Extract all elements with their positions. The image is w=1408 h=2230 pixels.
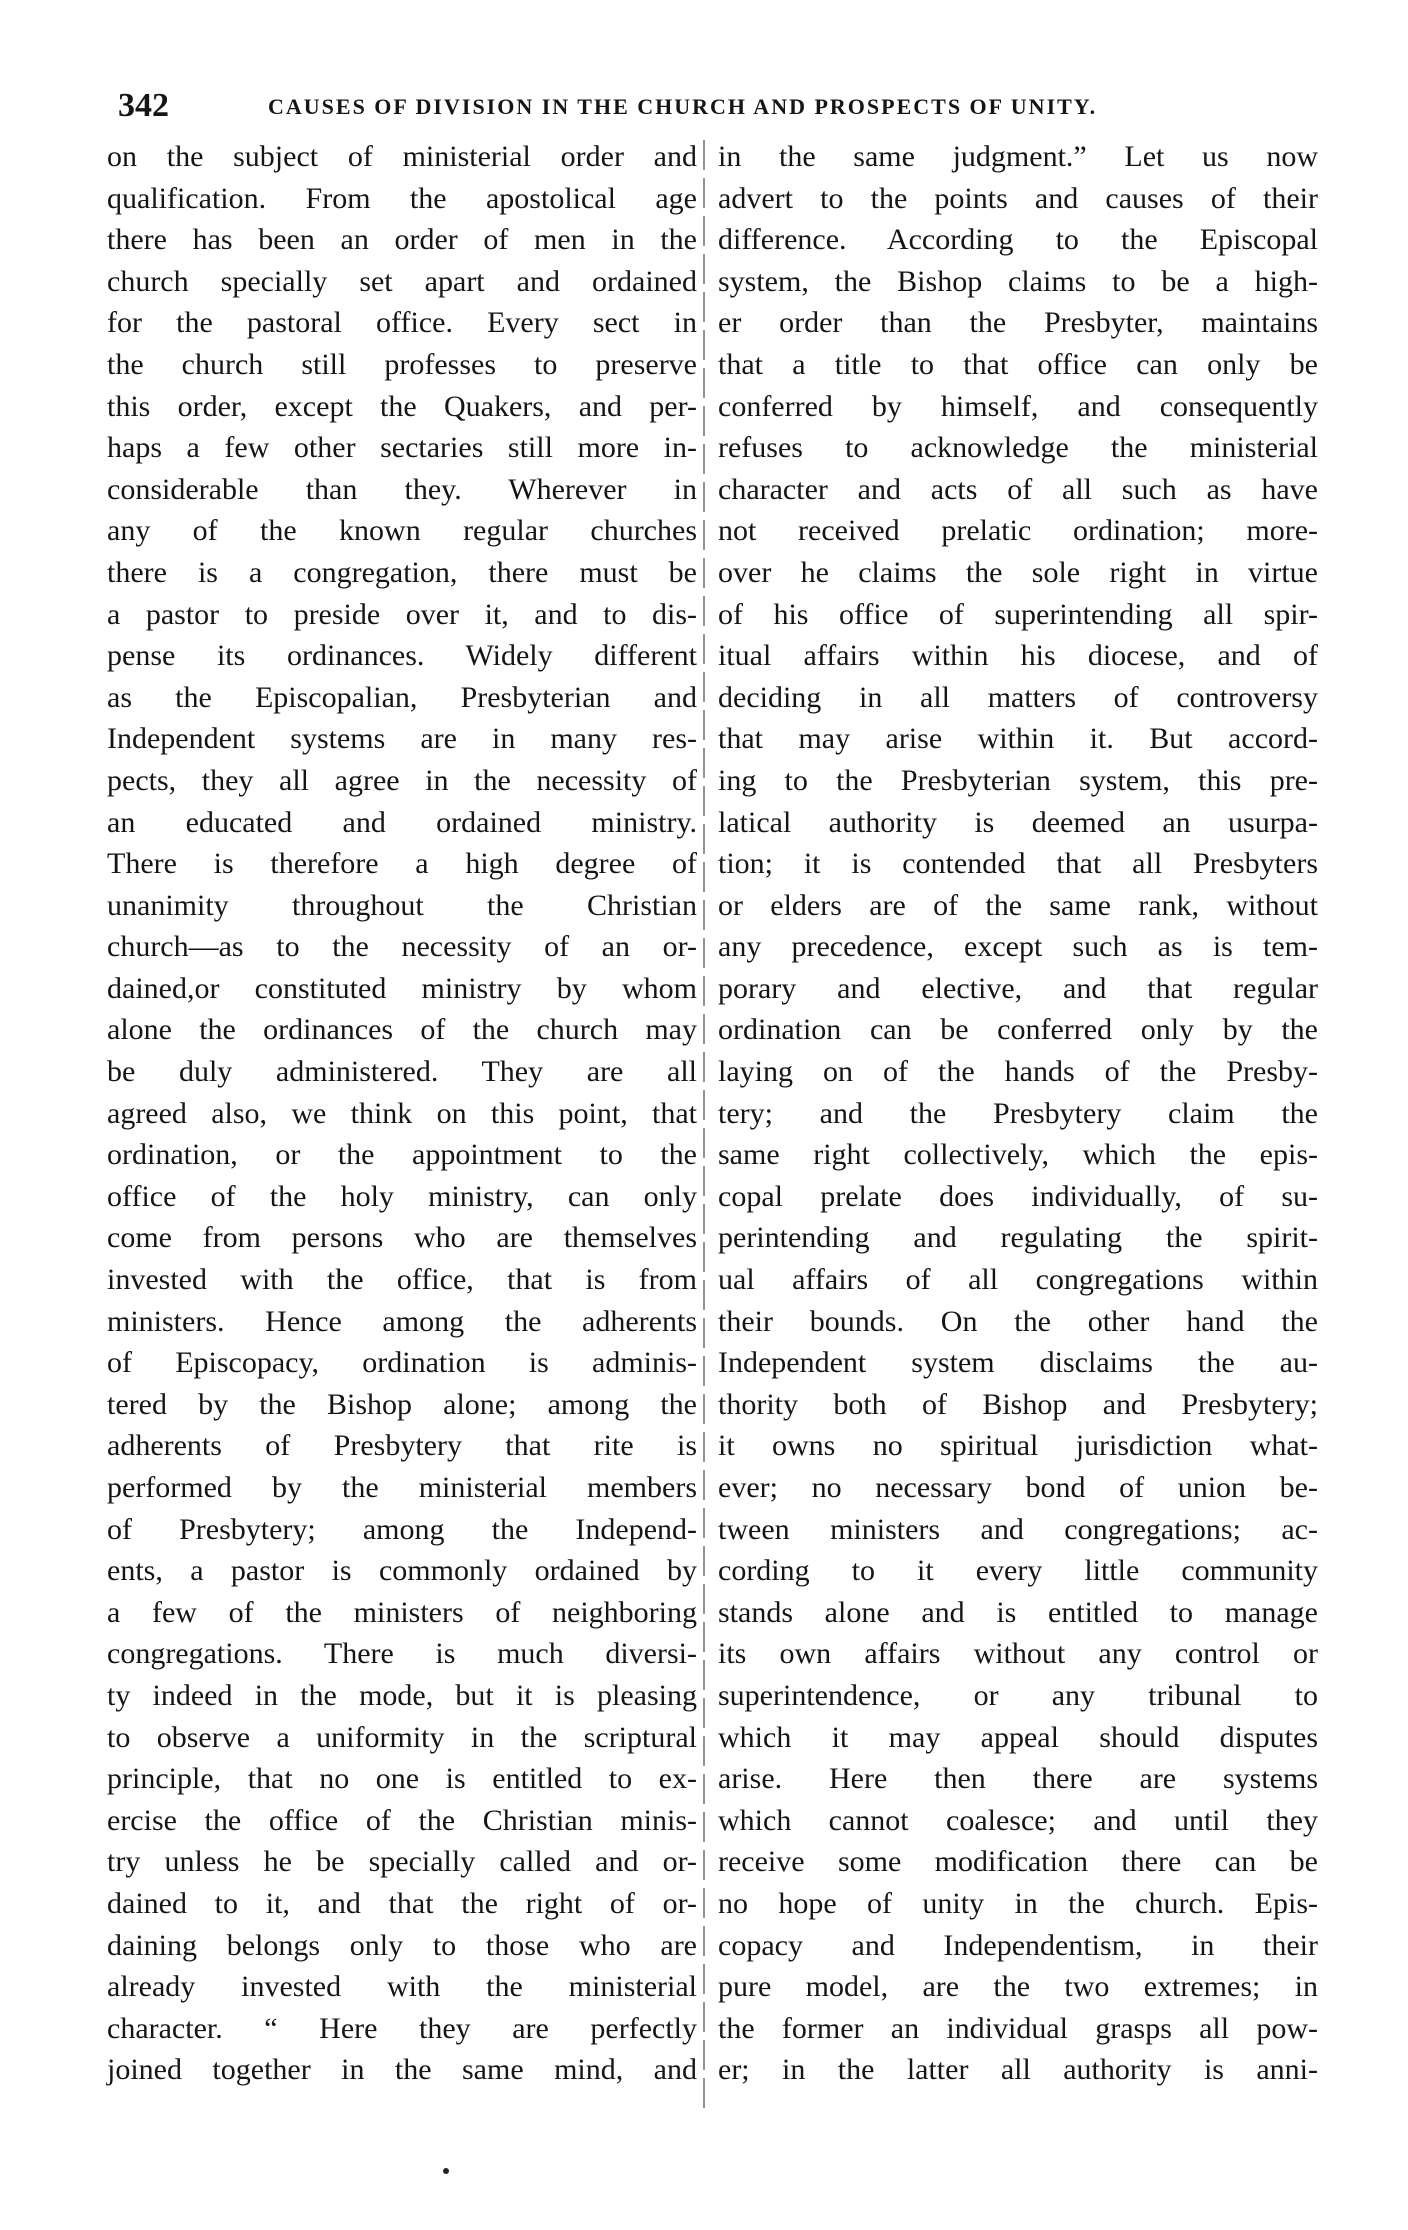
text-line: which cannot coalesce; and until they: [718, 1803, 1318, 1837]
text-line: considerable than they. Wherever in: [107, 472, 697, 506]
page-header: [118, 86, 1193, 126]
text-line: system, the Bishop claims to be a high-: [718, 264, 1318, 298]
text-line: be duly administered. They are all: [107, 1055, 697, 1089]
text-line: ty indeed in the mode, but it is pleasing: [107, 1678, 697, 1712]
text-line: refuses to acknowledge the ministerial: [718, 431, 1318, 465]
page-number: 342: [118, 87, 169, 124]
text-line: difference. According to the Episcopal: [718, 223, 1318, 257]
text-line: daining belongs only to those who are: [107, 1928, 697, 1962]
text-line: porary and elective, and that regular: [718, 971, 1318, 1005]
text-line: Independent systems are in many res-: [107, 722, 697, 756]
text-line: come from persons who are themselves: [107, 1221, 697, 1255]
text-line: as the Episcopalian, Presbyterian and: [107, 680, 697, 714]
text-line: this order, except the Quakers, and per-: [107, 389, 697, 423]
text-line: deciding in all matters of controversy: [718, 680, 1318, 714]
text-line: haps a few other sectaries still more in-: [107, 431, 697, 465]
text-line: on the subject of ministerial order and: [107, 140, 697, 173]
text-line: an educated and ordained ministry.: [107, 805, 697, 839]
column-divider: [703, 140, 705, 2115]
text-line: dained to it, and that the right of or-: [107, 1886, 697, 1920]
text-line: any precedence, except such as is tem-: [718, 930, 1318, 964]
text-line: agreed also, we think on this point, that: [107, 1096, 697, 1130]
text-line: that may arise within it. But accord-: [718, 722, 1318, 756]
text-line: of Episcopacy, ordination is adminis-: [107, 1346, 697, 1380]
text-line: their bounds. On the other hand the: [718, 1304, 1318, 1338]
text-line: of Presbytery; among the Independ-: [107, 1512, 697, 1546]
text-line: in the same judgment.” Let us now: [718, 140, 1318, 173]
text-line: invested with the office, that is from: [107, 1263, 697, 1297]
text-line: latical authority is deemed an usurpa-: [718, 805, 1318, 839]
text-line: same right collectively, which the epis-: [718, 1138, 1318, 1172]
text-line: that a title to that office can only be: [718, 347, 1318, 381]
running-head: CAUSES OF DIVISION IN THE CHURCH AND PROSPECTS OF UNITY.: [268, 94, 1098, 119]
text-line: performed by the ministerial members: [107, 1471, 697, 1504]
text-line: there is a congregation, there must be: [107, 555, 697, 589]
text-line: character. “ Here they are perfectly: [107, 2011, 697, 2045]
text-line: pense its ordinances. Widely different: [107, 639, 697, 673]
text-line: ever; no necessary bond of union be-: [718, 1471, 1318, 1504]
text-line: a few of the ministers of neighboring: [107, 1595, 697, 1629]
text-line: no hope of unity in the church. Epis-: [718, 1886, 1318, 1920]
text-line: the former an individual grasps all pow-: [718, 2011, 1318, 2045]
text-line: its own affairs without any control or: [718, 1637, 1318, 1671]
text-line: adherents of Presbytery that rite is: [107, 1429, 697, 1463]
text-line: superintendence, or any tribunal to: [718, 1678, 1318, 1712]
text-line: which it may appeal should disputes: [718, 1720, 1318, 1754]
text-line: for the pastoral office. Every sect in: [107, 306, 697, 340]
text-line: not received prelatic ordination; more-: [718, 514, 1318, 548]
text-line: pure model, are the two extremes; in: [718, 1970, 1318, 2004]
text-line: try unless he be specially called and or-: [107, 1845, 697, 1879]
right-text-column: [718, 136, 1318, 2091]
text-line: over he claims the sole right in virtue: [718, 555, 1318, 589]
text-line: copal prelate does individually, of su-: [718, 1179, 1318, 1213]
text-line: tery; and the Presbytery claim the: [718, 1096, 1318, 1130]
text-line: there has been an order of men in the: [107, 223, 697, 257]
text-line: arise. Here then there are systems: [718, 1762, 1318, 1796]
text-line: character and acts of all such as have: [718, 472, 1318, 506]
text-line: of his office of superintending all spir-: [718, 597, 1318, 631]
text-line: alone the ordinances of the church may: [107, 1013, 697, 1047]
text-line: er; in the latter all authority is anni-: [718, 2053, 1318, 2087]
text-line: pects, they all agree in the necessity of: [107, 763, 697, 797]
text-line: it owns no spiritual jurisdiction what-: [718, 1429, 1318, 1463]
text-line: unanimity throughout the Christian: [107, 888, 697, 922]
text-line: advert to the points and causes of their: [718, 181, 1318, 215]
text-line: ents, a pastor is commonly ordained by: [107, 1554, 697, 1588]
text-line: joined together in the same mind, and: [107, 2053, 697, 2087]
text-line: tered by the Bishop alone; among the: [107, 1387, 697, 1421]
text-line: tion; it is contended that all Presbyters: [718, 847, 1318, 881]
text-line: ing to the Presbyterian system, this pre-: [718, 763, 1318, 797]
text-line: copacy and Independentism, in their: [718, 1928, 1318, 1962]
text-line: There is therefore a high degree of: [107, 847, 697, 881]
text-line: itual affairs within his diocese, and of: [718, 639, 1318, 673]
text-line: receive some modification there can be: [718, 1845, 1318, 1879]
left-text-column: [107, 136, 697, 2091]
text-line: er order than the Presbyter, maintains: [718, 306, 1318, 340]
text-line: cording to it every little community: [718, 1554, 1318, 1588]
text-line: thority both of Bishop and Presbytery;: [718, 1387, 1318, 1421]
text-line: stands alone and is entitled to manage: [718, 1595, 1318, 1629]
ink-speck: [443, 2168, 449, 2174]
text-line: ordination, or the appointment to the: [107, 1138, 697, 1172]
text-line: church specially set apart and ordained: [107, 264, 697, 298]
text-line: to observe a uniformity in the scriptural: [107, 1720, 697, 1754]
text-line: any of the known regular churches: [107, 514, 697, 548]
text-line: a pastor to preside over it, and to dis-: [107, 597, 697, 631]
text-line: principle, that no one is entitled to ex-: [107, 1762, 697, 1796]
text-line: perintending and regulating the spirit-: [718, 1221, 1318, 1255]
text-line: ercise the office of the Christian minis-: [107, 1803, 697, 1837]
text-line: laying on of the hands of the Presby-: [718, 1055, 1318, 1089]
text-line: office of the holy ministry, can only: [107, 1179, 697, 1213]
text-line: church—as to the necessity of an or-: [107, 930, 697, 964]
text-line: dained,or constituted ministry by whom: [107, 971, 697, 1005]
text-line: the church still professes to preserve: [107, 347, 697, 381]
text-line: Independent system disclaims the au-: [718, 1346, 1318, 1380]
text-line: or elders are of the same rank, without: [718, 888, 1318, 922]
text-line: conferred by himself, and consequently: [718, 389, 1318, 423]
text-line: ordination can be conferred only by the: [718, 1013, 1318, 1047]
text-line: tween ministers and congregations; ac-: [718, 1512, 1318, 1546]
text-line: qualification. From the apostolical age: [107, 181, 697, 215]
text-line: ministers. Hence among the adherents: [107, 1304, 697, 1338]
text-line: already invested with the ministerial: [107, 1970, 697, 2004]
text-line: congregations. There is much diversi-: [107, 1637, 697, 1671]
text-line: ual affairs of all congregations within: [718, 1263, 1318, 1297]
